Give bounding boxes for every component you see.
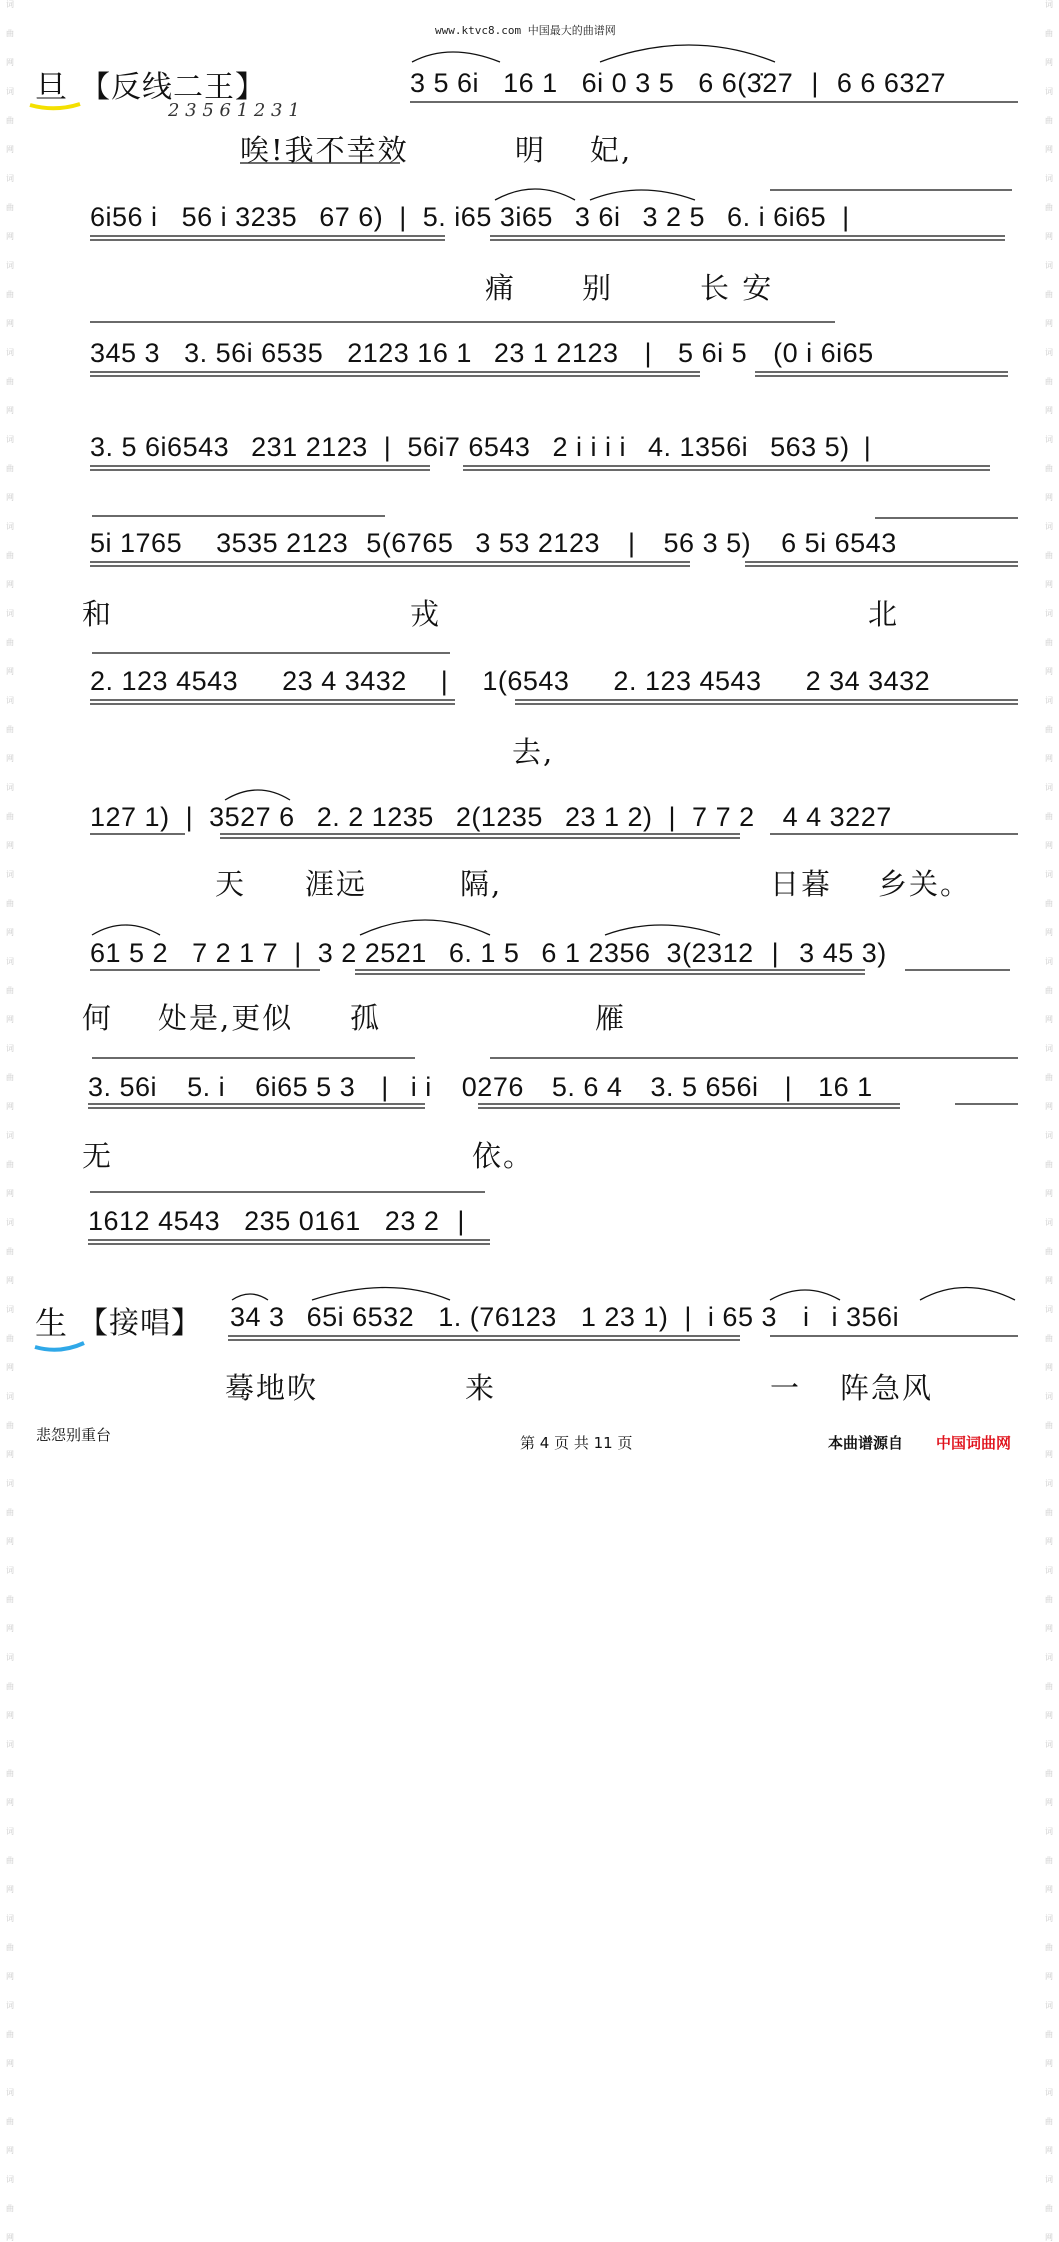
- watermark-glyph: 词: [6, 348, 14, 357]
- watermark-glyph: 曲: [6, 725, 14, 734]
- watermark-glyph: 词: [6, 1131, 14, 1140]
- note-group: 6i56 i: [90, 202, 158, 232]
- score-row-sheng: [230, 1302, 899, 1333]
- watermark-glyph: 曲: [1045, 2117, 1053, 2126]
- note-group: 1612 4543: [88, 1206, 221, 1236]
- watermark-glyph: 曲: [1045, 725, 1053, 734]
- note-group: 2. 123 4543: [613, 666, 762, 696]
- watermark-glyph: 曲: [1045, 1508, 1053, 1517]
- watermark-glyph: 网: [1045, 493, 1053, 502]
- watermark-glyph: 网: [1045, 841, 1053, 850]
- watermark-glyph: 网: [6, 1885, 14, 1894]
- watermark-glyph: 曲: [1045, 1682, 1053, 1691]
- lyric-segment: 北: [868, 597, 900, 631]
- watermark-glyph: 曲: [1045, 1856, 1053, 1865]
- watermark-glyph: 曲: [6, 290, 14, 299]
- watermark-glyph: 曲: [6, 986, 14, 995]
- lyric-segment: 长 安: [700, 271, 774, 305]
- watermark-glyph: 曲: [1045, 1247, 1053, 1256]
- watermark-glyph: 曲: [6, 2204, 14, 2213]
- note-group: 5i 1765: [90, 528, 183, 558]
- watermark-glyph: 词: [1045, 348, 1053, 357]
- watermark-glyph: 曲: [1045, 29, 1053, 38]
- watermark-glyph: 词: [6, 0, 14, 9]
- lyric-segment: 何: [82, 1001, 114, 1035]
- watermark-glyph: 词: [1045, 261, 1053, 270]
- watermark-glyph: 曲: [6, 464, 14, 473]
- watermark-glyph: 词: [6, 1827, 14, 1836]
- watermark-glyph: 网: [6, 232, 14, 241]
- note-group: 127 1): [90, 802, 170, 832]
- lyric-segment: 隔,: [460, 867, 503, 901]
- watermark-glyph: 网: [1045, 2059, 1053, 2068]
- watermark-glyph: 网: [6, 2233, 14, 2242]
- barline: |: [383, 432, 392, 462]
- score-row-2: [90, 202, 850, 233]
- note-group: 6 6 6327: [836, 68, 946, 98]
- watermark-glyph: 曲: [1045, 1769, 1053, 1778]
- watermark-glyph: 网: [1045, 1363, 1053, 1372]
- barline: |: [457, 1206, 465, 1236]
- note-group: 1. (76123: [438, 1302, 557, 1332]
- note-group: 4. 1356i: [648, 432, 749, 462]
- note-group: 16 1: [818, 1072, 873, 1102]
- score-row-8: [90, 938, 887, 969]
- note-group: 7 2 1 7: [192, 938, 279, 968]
- lyric-segment: 别: [582, 271, 614, 305]
- watermark-glyph: 网: [6, 754, 14, 763]
- watermark-glyph: 曲: [1045, 986, 1053, 995]
- note-group: 16 1: [503, 68, 558, 98]
- lyric-segment: 阵急风: [840, 1371, 934, 1405]
- watermark-glyph: 曲: [1045, 899, 1053, 908]
- watermark-glyph: 曲: [6, 1334, 14, 1343]
- watermark-glyph: 网: [6, 2059, 14, 2068]
- note-group: 56 3 5): [663, 528, 752, 558]
- watermark-glyph: 词: [6, 783, 14, 792]
- lyric-segment: 戎: [410, 597, 442, 631]
- note-group: 5(6765: [366, 528, 454, 558]
- note-group: 3(2312: [666, 938, 754, 968]
- watermark-glyph: 网: [6, 580, 14, 589]
- note-group: 6 5i 6543: [781, 528, 897, 558]
- watermark-glyph: 词: [1045, 1392, 1053, 1401]
- note-group: 6. 1 5: [448, 938, 520, 968]
- watermark-glyph: 曲: [1045, 1943, 1053, 1952]
- note-group: 5 6i 5: [678, 338, 748, 368]
- watermark-glyph: 词: [6, 435, 14, 444]
- watermark-glyph: 曲: [1045, 1160, 1053, 1169]
- watermark-glyph: 曲: [1045, 464, 1053, 473]
- watermark-glyph: 网: [6, 667, 14, 676]
- watermark-glyph: 曲: [1045, 377, 1053, 386]
- watermark-glyph: 词: [6, 1566, 14, 1575]
- watermark-glyph: 词: [1045, 2175, 1053, 2184]
- mode-jiechang: 【接唱】: [78, 1306, 202, 1341]
- barline: |: [784, 1072, 793, 1102]
- footer-title: 悲怨别重台: [36, 1426, 112, 1444]
- note-group: 3 6i: [574, 202, 621, 232]
- watermark-glyph: 曲: [6, 1247, 14, 1256]
- watermark-glyph: 网: [6, 1624, 14, 1633]
- note-group: 5. i: [187, 1072, 226, 1102]
- watermark-glyph: 词: [1045, 1218, 1053, 1227]
- watermark-glyph: 网: [1045, 406, 1053, 415]
- score-row-7: [90, 802, 892, 833]
- watermark-glyph: 曲: [6, 812, 14, 821]
- note-group: 7 7 2: [692, 802, 755, 832]
- score-row-6: [90, 666, 930, 697]
- watermark-glyph: 曲: [1045, 1334, 1053, 1343]
- watermark-glyph: 网: [1045, 58, 1053, 67]
- barline: |: [863, 432, 872, 462]
- watermark-glyph: 网: [1045, 1972, 1053, 1981]
- note-group: 3 5 6i: [410, 68, 480, 98]
- watermark-glyph: 词: [1045, 174, 1053, 183]
- watermark-glyph: 网: [1045, 1537, 1053, 1546]
- note-group: 23 4 3432: [282, 666, 407, 696]
- watermark-glyph: 网: [6, 841, 14, 850]
- watermark-glyph: 网: [1045, 1189, 1053, 1198]
- watermark-glyph: 网: [6, 58, 14, 67]
- watermark-glyph: 网: [6, 1798, 14, 1807]
- watermark-glyph: 词: [1045, 783, 1053, 792]
- footer-source: 本曲谱源自: [828, 1434, 904, 1452]
- watermark-glyph: 词: [6, 957, 14, 966]
- watermark-glyph: 网: [1045, 319, 1053, 328]
- lyric-segment: 处是,更似: [158, 1001, 294, 1035]
- lyric-segment: 依。: [472, 1139, 535, 1173]
- watermark-glyph: 曲: [1045, 116, 1053, 125]
- watermark-glyph: 词: [6, 1479, 14, 1488]
- barline: |: [842, 202, 850, 232]
- watermark-glyph: 词: [6, 2001, 14, 2010]
- watermark-glyph: 曲: [6, 29, 14, 38]
- watermark-glyph: 曲: [6, 1421, 14, 1430]
- lyric-segment: 和: [82, 597, 114, 631]
- watermark-glyph: 网: [6, 1015, 14, 1024]
- barline: |: [811, 68, 819, 98]
- note-group: 2(1235: [455, 802, 543, 832]
- note-group: 3 53 2123: [475, 528, 600, 558]
- watermark-glyph: 曲: [6, 638, 14, 647]
- lyric-segment: 唉!我不幸效: [240, 133, 409, 167]
- barline: |: [644, 338, 653, 368]
- watermark-glyph: 网: [6, 1102, 14, 1111]
- watermark-glyph: 曲: [6, 1943, 14, 1952]
- barline: |: [399, 202, 407, 232]
- watermark-glyph: 词: [1045, 1305, 1053, 1314]
- watermark-glyph: 网: [1045, 232, 1053, 241]
- watermark-glyph: 曲: [1045, 551, 1053, 560]
- watermark-glyph: 词: [6, 174, 14, 183]
- watermark-glyph: 曲: [1045, 2204, 1053, 2213]
- watermark-glyph: 词: [1045, 2088, 1053, 2097]
- note-group: 1(6543: [482, 666, 570, 696]
- note-group: 4 4 3227: [782, 802, 892, 832]
- note-group: 1 23 1): [580, 1302, 669, 1332]
- note-group: i: [803, 1302, 810, 1332]
- note-group: 2. 2 1235: [316, 802, 434, 832]
- watermark-glyph: 曲: [1045, 638, 1053, 647]
- barline: |: [381, 1072, 389, 1102]
- lyric-segment: 去,: [512, 735, 555, 769]
- highlight-sheng: [35, 1343, 84, 1350]
- note-group: 2 34 3432: [805, 666, 931, 696]
- watermark-glyph: 网: [1045, 754, 1053, 763]
- handwritten-note: 2 3 5 6 1 2 3 1: [168, 100, 300, 121]
- note-group: 3. 56i: [88, 1072, 158, 1102]
- note-group: 3 45 3): [799, 938, 887, 968]
- lyric-segment: 妃,: [590, 133, 633, 167]
- watermark-glyph: 网: [1045, 1276, 1053, 1285]
- note-group: i 356i: [831, 1302, 900, 1332]
- watermark-glyph: 词: [1045, 1740, 1053, 1749]
- footer-page: 第 4 页 共 11 页: [520, 1434, 633, 1452]
- watermark-glyph: 网: [1045, 1450, 1053, 1459]
- watermark-glyph: 词: [1045, 1653, 1053, 1662]
- watermark-glyph: 网: [6, 319, 14, 328]
- watermark-glyph: 网: [1045, 928, 1053, 937]
- score-row-3: [90, 338, 874, 369]
- watermark-glyph: 曲: [1045, 1595, 1053, 1604]
- watermark-glyph: 网: [6, 1363, 14, 1372]
- lyric-segment: 孤: [350, 1001, 382, 1035]
- score-row-4: [90, 432, 871, 463]
- lyric-segment: 一: [770, 1371, 802, 1405]
- watermark-glyph: 网: [1045, 1885, 1053, 1894]
- lyric-segment: 雁: [595, 1001, 627, 1035]
- watermark-glyph: 网: [1045, 1798, 1053, 1807]
- watermark-glyph: 曲: [6, 377, 14, 386]
- note-group: 3 2 2521: [317, 938, 427, 968]
- note-group: 3535 2123: [216, 528, 349, 558]
- lyric-segment: 无: [82, 1139, 114, 1173]
- watermark-glyph: 曲: [6, 1073, 14, 1082]
- score-row-5: [90, 528, 897, 559]
- watermark-glyph: 网: [1045, 580, 1053, 589]
- watermark-glyph: 曲: [1045, 203, 1053, 212]
- note-group: 235 0161: [244, 1206, 361, 1236]
- watermark-glyph: 词: [6, 696, 14, 705]
- watermark-glyph: 词: [1045, 87, 1053, 96]
- note-group: 3527 6: [209, 802, 295, 832]
- site-header: www.ktvc8.com 中国最大的曲谱网: [435, 24, 616, 37]
- barline: |: [684, 1302, 692, 1332]
- watermark-glyph: 词: [1045, 1131, 1053, 1140]
- watermark-glyph: 曲: [1045, 1073, 1053, 1082]
- score-row-10: [88, 1206, 465, 1237]
- watermark-glyph: 网: [1045, 1711, 1053, 1720]
- score-row-1: [410, 68, 946, 99]
- watermark-glyph: 曲: [1045, 812, 1053, 821]
- lyric-segment: 乡关。: [878, 867, 972, 901]
- note-group: 5. i65 3i65: [422, 202, 553, 232]
- watermark-glyph: 词: [6, 2175, 14, 2184]
- watermark-glyph: 词: [1045, 957, 1053, 966]
- watermark-glyph: 曲: [1045, 2030, 1053, 2039]
- watermark-glyph: 网: [1045, 1102, 1053, 1111]
- watermark-glyph: 网: [1045, 2146, 1053, 2155]
- watermark-glyph: 网: [1045, 145, 1053, 154]
- watermark-glyph: 网: [6, 2146, 14, 2155]
- watermark-glyph: 曲: [6, 203, 14, 212]
- note-group: 6 6(3̇27: [698, 68, 794, 98]
- watermark-glyph: 网: [6, 406, 14, 415]
- watermark-glyph: 词: [1045, 0, 1053, 9]
- watermark-glyph: 曲: [6, 1160, 14, 1169]
- role-dan: 旦: [35, 68, 68, 106]
- watermark-glyph: 词: [6, 870, 14, 879]
- watermark-glyph: 曲: [6, 1856, 14, 1865]
- watermark-glyph: 网: [1045, 667, 1053, 676]
- note-group: 231 2123: [251, 432, 368, 462]
- watermark-glyph: 网: [6, 1711, 14, 1720]
- note-group: i 65 3: [707, 1302, 777, 1332]
- watermark-glyph: 词: [1045, 1044, 1053, 1053]
- note-group: 23 1 2123: [493, 338, 619, 368]
- note-group: 2123 16 1: [347, 338, 472, 368]
- barline: |: [628, 528, 636, 558]
- lyric-segment: 天: [215, 867, 247, 901]
- note-group: 2. 123 4543: [90, 666, 239, 696]
- watermark-glyph: 词: [6, 522, 14, 531]
- barline: |: [771, 938, 780, 968]
- watermark-glyph: 词: [1045, 1479, 1053, 1488]
- watermark-glyph: 词: [6, 1044, 14, 1053]
- barline: |: [294, 938, 302, 968]
- note-group: 6i 0 3 5: [581, 68, 675, 98]
- watermark-glyph: 词: [6, 1305, 14, 1314]
- watermark-glyph: 曲: [6, 551, 14, 560]
- watermark-glyph: 曲: [6, 1508, 14, 1517]
- watermark-glyph: 曲: [6, 1595, 14, 1604]
- watermark-glyph: 网: [6, 1972, 14, 1981]
- watermark-glyph: 词: [1045, 2001, 1053, 2010]
- watermark-glyph: 网: [6, 1189, 14, 1198]
- note-group: 6. i 6i65: [727, 202, 827, 232]
- watermark-glyph: 词: [1045, 1566, 1053, 1575]
- lyric-segment: 蓦地吹: [225, 1371, 319, 1405]
- note-group: 34 3: [230, 1302, 285, 1332]
- lyric-segment: 明: [515, 133, 547, 167]
- watermark-glyph: 曲: [6, 1769, 14, 1778]
- footer-brand-link[interactable]: 中国词曲网: [936, 1434, 1012, 1452]
- watermark-glyph: 网: [6, 145, 14, 154]
- score-row-9: [88, 1072, 873, 1103]
- note-group: 61 5 2: [90, 938, 169, 968]
- watermark-glyph: 词: [6, 609, 14, 618]
- note-group: 65i 6532: [306, 1302, 415, 1332]
- note-group: 3. 5 6i6543: [90, 432, 230, 462]
- watermark-glyph: 词: [6, 87, 14, 96]
- watermark-glyph: 词: [1045, 870, 1053, 879]
- note-group: 563 5): [770, 432, 850, 462]
- note-group: 56 i 3235: [181, 202, 298, 232]
- watermark-glyph: 曲: [6, 1682, 14, 1691]
- watermark-glyph: 词: [1045, 1914, 1053, 1923]
- role-sheng: 生: [35, 1304, 68, 1342]
- note-group: 5. 6 4: [551, 1072, 623, 1102]
- watermark-glyph: 词: [6, 1653, 14, 1662]
- barline: |: [185, 802, 194, 832]
- lyric-segment: 痛: [485, 271, 517, 305]
- note-group: 23 2: [384, 1206, 440, 1236]
- note-group: 0276: [461, 1072, 524, 1102]
- note-group: 3. 56i 6535: [184, 338, 324, 368]
- watermark-glyph: 曲: [6, 2030, 14, 2039]
- watermark-glyph: 网: [6, 1450, 14, 1459]
- watermark-glyph: 词: [6, 2088, 14, 2097]
- note-group: 345 3: [90, 338, 161, 368]
- watermark-glyph: 曲: [1045, 290, 1053, 299]
- watermark-glyph: 词: [6, 1392, 14, 1401]
- watermark-glyph: 网: [6, 1537, 14, 1546]
- note-group: 23 1 2): [564, 802, 653, 832]
- note-group: 2 i i i i: [552, 432, 626, 462]
- mode-fanxian-erwang: 【反线二王】: [80, 70, 266, 105]
- watermark-glyph: 词: [6, 1218, 14, 1227]
- note-group: 6 1 2356: [541, 938, 651, 968]
- watermark-glyph: 词: [6, 1740, 14, 1749]
- watermark-glyph: 词: [1045, 609, 1053, 618]
- note-group: 6i65 5 3: [255, 1072, 356, 1102]
- watermark-glyph: 曲: [6, 899, 14, 908]
- watermark-glyph: 词: [6, 261, 14, 270]
- watermark-glyph: 曲: [1045, 1421, 1053, 1430]
- watermark-glyph: 网: [6, 1276, 14, 1285]
- barline: |: [440, 666, 449, 696]
- watermark-glyph: 词: [1045, 435, 1053, 444]
- note-group: 67 6): [319, 202, 384, 232]
- lyric-segment: 来: [465, 1371, 497, 1405]
- watermark-glyph: 曲: [6, 2117, 14, 2126]
- watermark-glyph: 网: [1045, 1015, 1053, 1024]
- watermark-glyph: 词: [6, 1914, 14, 1923]
- watermark-glyph: 词: [1045, 696, 1053, 705]
- watermark-glyph: 网: [6, 928, 14, 937]
- note-group: 56i7 6543: [407, 432, 531, 462]
- note-group: 3. 5 656i: [650, 1072, 759, 1102]
- watermark-glyph: 曲: [6, 116, 14, 125]
- watermark-glyph: 网: [6, 493, 14, 502]
- watermark-glyph: 词: [1045, 1827, 1053, 1836]
- note-group: 3 2 5: [642, 202, 706, 232]
- watermark-glyph: 网: [1045, 1624, 1053, 1633]
- barline: |: [668, 802, 677, 832]
- lyric-segment: 涯远: [305, 867, 368, 901]
- watermark-glyph: 词: [1045, 522, 1053, 531]
- lyric-segment: 日暮: [770, 867, 833, 901]
- watermark-glyph: 网: [1045, 2233, 1053, 2242]
- note-group: i i: [410, 1072, 432, 1102]
- note-group: (0 i 6i65: [773, 338, 874, 368]
